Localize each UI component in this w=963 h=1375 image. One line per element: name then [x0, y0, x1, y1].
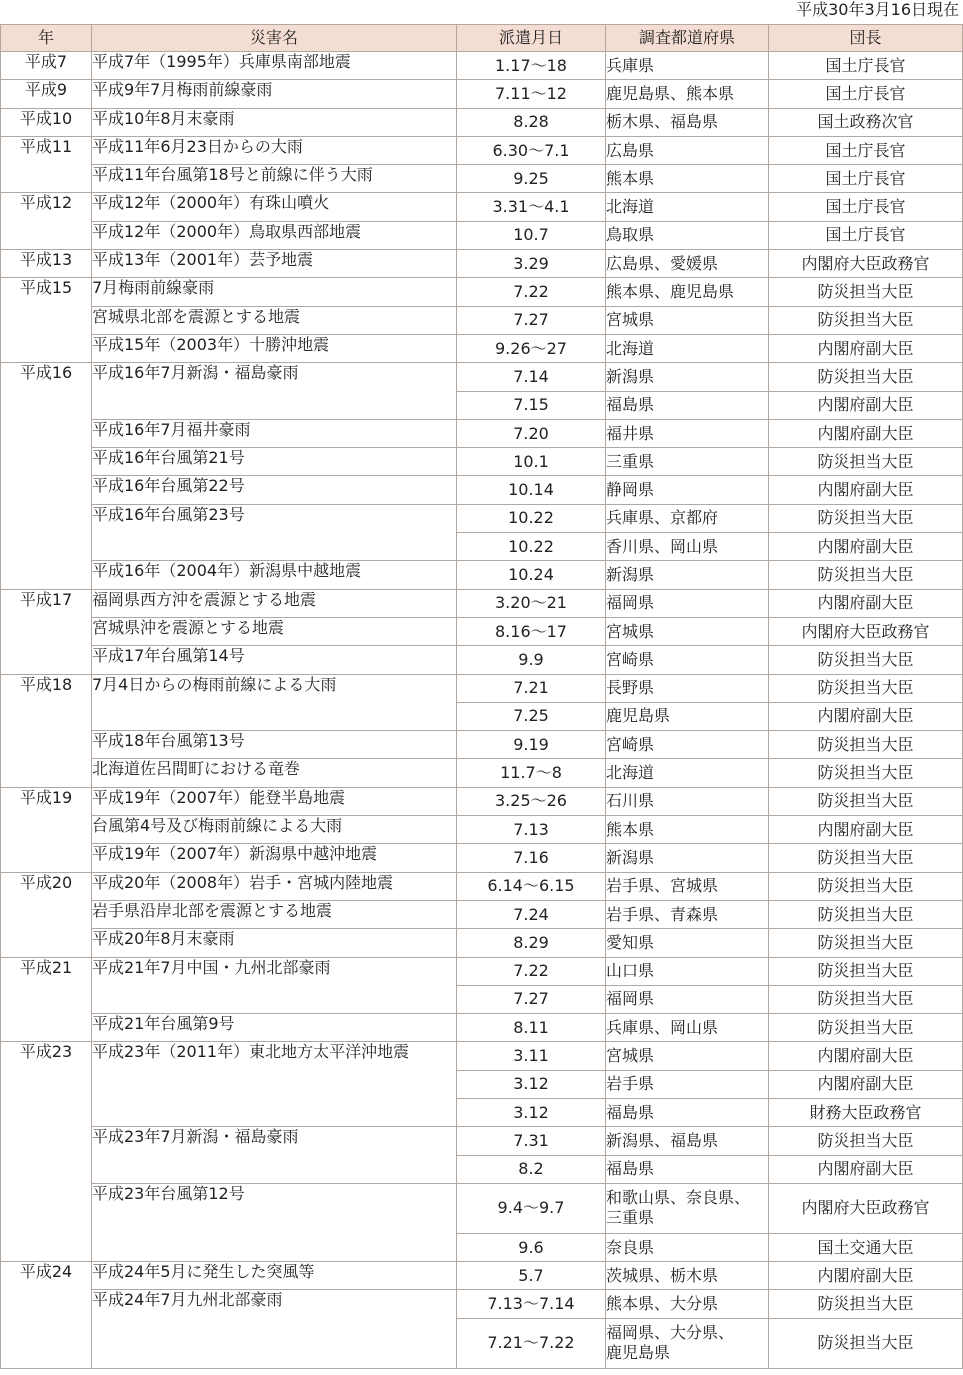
table-row [1, 504, 963, 532]
leader-cell: 内閣府副大臣 [769, 702, 963, 730]
dispatch-date-cell: 7.14 [457, 363, 606, 391]
as-of-date: 平成30年3月16日現在 [796, 0, 959, 19]
dispatch-date-cell: 7.20 [457, 419, 606, 447]
leader-cell: 防災担当大臣 [769, 504, 963, 532]
dispatch-date-cell: 3.25～26 [457, 787, 606, 815]
dispatch-date-cell: 8.29 [457, 929, 606, 957]
leader-cell: 内閣府副大臣 [769, 1042, 963, 1070]
table-row [1, 674, 963, 702]
leader-cell: 防災担当大臣 [769, 872, 963, 900]
leader-cell: 国土庁長官 [769, 221, 963, 249]
disaster-name-cell: 平成7年（1995年）兵庫県南部地震 [92, 52, 457, 80]
disaster-name-cell: 平成21年7月中国・九州北部豪雨 [92, 957, 457, 1014]
disaster-name-cell: 平成9年7月梅雨前線豪雨 [92, 80, 457, 108]
year-cell: 平成13 [1, 250, 92, 278]
header-disaster-name: 災害名 [92, 25, 457, 52]
disaster-name-cell: 平成12年（2000年）有珠山噴火 [92, 193, 457, 221]
disaster-name-cell: 平成24年7月九州北部豪雨 [92, 1290, 457, 1368]
dispatch-date-cell: 7.13 [457, 816, 606, 844]
disaster-name-cell: 平成19年（2007年）能登半島地震 [92, 787, 457, 815]
dispatch-date-cell: 9.9 [457, 646, 606, 674]
leader-cell: 内閣府副大臣 [769, 589, 963, 617]
dispatch-date-cell: 8.28 [457, 108, 606, 136]
prefecture-cell: 兵庫県、京都府 [606, 504, 769, 532]
prefecture-cell: 奈良県 [606, 1233, 769, 1261]
disaster-name-cell: 平成15年（2003年）十勝沖地震 [92, 334, 457, 362]
dispatch-date-cell: 9.19 [457, 731, 606, 759]
table-row [1, 844, 963, 872]
year-cell: 平成20 [1, 872, 92, 957]
table-row [1, 165, 963, 193]
dispatch-date-cell: 7.31 [457, 1127, 606, 1155]
leader-cell: 内閣府副大臣 [769, 334, 963, 362]
leader-cell: 防災担当大臣 [769, 674, 963, 702]
year-cell: 平成21 [1, 957, 92, 1042]
leader-cell: 内閣府副大臣 [769, 476, 963, 504]
dispatch-date-cell: 10.22 [457, 533, 606, 561]
dispatch-date-cell: 7.15 [457, 391, 606, 419]
prefecture-cell: 宮城県 [606, 1042, 769, 1070]
leader-cell: 国土政務次官 [769, 108, 963, 136]
prefecture-cell: 兵庫県 [606, 52, 769, 80]
leader-cell: 防災担当大臣 [769, 731, 963, 759]
table-row [1, 419, 963, 447]
table-row [1, 1183, 963, 1233]
dispatch-date-cell: 9.25 [457, 165, 606, 193]
year-cell: 平成16 [1, 363, 92, 589]
prefecture-cell: 熊本県、大分県 [606, 1290, 769, 1318]
leader-cell: 防災担当大臣 [769, 448, 963, 476]
dispatch-date-cell: 7.13～7.14 [457, 1290, 606, 1318]
leader-cell: 国土庁長官 [769, 136, 963, 164]
disaster-name-cell: 7月梅雨前線豪雨 [92, 278, 457, 306]
dispatch-date-cell: 6.14～6.15 [457, 872, 606, 900]
leader-cell: 財務大臣政務官 [769, 1098, 963, 1126]
table-row [1, 476, 963, 504]
dispatch-date-cell: 7.21 [457, 674, 606, 702]
table-row [1, 1127, 963, 1155]
prefecture-cell: 新潟県、福島県 [606, 1127, 769, 1155]
disaster-name-cell: 平成23年台風第12号 [92, 1183, 457, 1261]
dispatch-table [0, 24, 963, 1369]
disaster-name-cell: 台風第4号及び梅雨前線による大雨 [92, 816, 457, 844]
prefecture-cell: 栃木県、福島県 [606, 108, 769, 136]
dispatch-date-cell: 8.16～17 [457, 617, 606, 645]
disaster-name-cell: 平成11年台風第18号と前線に伴う大雨 [92, 165, 457, 193]
leader-cell: 国土庁長官 [769, 193, 963, 221]
table-row [1, 929, 963, 957]
dispatch-date-cell: 7.24 [457, 900, 606, 928]
leader-cell: 内閣府大臣政務官 [769, 1183, 963, 1233]
leader-cell: 防災担当大臣 [769, 1290, 963, 1318]
prefecture-cell: 岩手県、宮城県 [606, 872, 769, 900]
dispatch-date-cell: 8.2 [457, 1155, 606, 1183]
disaster-name-cell: 岩手県沿岸北部を震源とする地震 [92, 900, 457, 928]
table-row [1, 334, 963, 362]
dispatch-date-cell: 6.30～7.1 [457, 136, 606, 164]
dispatch-date-cell: 7.22 [457, 278, 606, 306]
disaster-name-cell: 平成21年台風第9号 [92, 1014, 457, 1042]
prefecture-cell: 宮城県 [606, 617, 769, 645]
table-row [1, 80, 963, 108]
leader-cell: 国土庁長官 [769, 165, 963, 193]
prefecture-cell: 福井県 [606, 419, 769, 447]
disaster-name-cell: 福岡県西方沖を震源とする地震 [92, 589, 457, 617]
dispatch-date-cell: 7.11～12 [457, 80, 606, 108]
leader-cell: 防災担当大臣 [769, 278, 963, 306]
leader-cell: 内閣府副大臣 [769, 1070, 963, 1098]
year-cell: 平成24 [1, 1262, 92, 1369]
prefecture-cell: 広島県、愛媛県 [606, 250, 769, 278]
prefecture-cell: 宮城県 [606, 306, 769, 334]
leader-cell: 防災担当大臣 [769, 363, 963, 391]
disaster-name-cell: 平成17年台風第14号 [92, 646, 457, 674]
dispatch-date-cell: 7.16 [457, 844, 606, 872]
dispatch-date-cell: 10.7 [457, 221, 606, 249]
leader-cell: 国土庁長官 [769, 80, 963, 108]
dispatch-date-cell: 3.12 [457, 1098, 606, 1126]
prefecture-cell: 熊本県 [606, 165, 769, 193]
dispatch-date-cell: 7.22 [457, 957, 606, 985]
leader-cell: 内閣府副大臣 [769, 816, 963, 844]
prefecture-cell: 新潟県 [606, 561, 769, 589]
disaster-table-body [1, 52, 963, 1369]
dispatch-date-cell: 7.27 [457, 306, 606, 334]
disaster-name-cell: 平成16年台風第21号 [92, 448, 457, 476]
prefecture-cell: 広島県 [606, 136, 769, 164]
disaster-name-cell: 平成13年（2001年）芸予地震 [92, 250, 457, 278]
leader-cell: 防災担当大臣 [769, 306, 963, 334]
table-row [1, 617, 963, 645]
leader-cell: 内閣府大臣政務官 [769, 250, 963, 278]
table-header [1, 25, 963, 52]
prefecture-cell: 新潟県 [606, 363, 769, 391]
prefecture-cell: 鹿児島県 [606, 702, 769, 730]
prefecture-cell: 福岡県 [606, 985, 769, 1013]
table-row [1, 589, 963, 617]
disaster-name-cell: 宮城県北部を震源とする地震 [92, 306, 457, 334]
disaster-name-cell: 平成23年7月新潟・福島豪雨 [92, 1127, 457, 1184]
leader-cell: 内閣府副大臣 [769, 1262, 963, 1290]
prefecture-cell: 福岡県 [606, 589, 769, 617]
leader-cell: 防災担当大臣 [769, 1014, 963, 1042]
table-row [1, 957, 963, 985]
prefecture-cell: 茨城県、栃木県 [606, 1262, 769, 1290]
leader-cell: 内閣府副大臣 [769, 533, 963, 561]
leader-cell: 防災担当大臣 [769, 646, 963, 674]
prefecture-cell: 和歌山県、奈良県、 三重県 [606, 1183, 769, 1233]
dispatch-date-cell: 3.12 [457, 1070, 606, 1098]
prefecture-cell: 北海道 [606, 193, 769, 221]
leader-cell: 防災担当大臣 [769, 900, 963, 928]
dispatch-date-cell: 5.7 [457, 1262, 606, 1290]
header-prefectures: 調査都道府県 [606, 25, 769, 52]
dispatch-date-cell: 7.27 [457, 985, 606, 1013]
dispatch-date-cell: 10.22 [457, 504, 606, 532]
table-row [1, 278, 963, 306]
disaster-name-cell: 平成16年台風第23号 [92, 504, 457, 561]
leader-cell: 防災担当大臣 [769, 561, 963, 589]
header-leader: 団長 [769, 25, 963, 52]
year-cell: 平成11 [1, 136, 92, 193]
table-row [1, 448, 963, 476]
table-row [1, 731, 963, 759]
prefecture-cell: 福島県 [606, 1155, 769, 1183]
table-row [1, 1262, 963, 1290]
table-row [1, 1042, 963, 1070]
dispatch-date-cell: 3.31～4.1 [457, 193, 606, 221]
disaster-name-cell: 平成12年（2000年）鳥取県西部地震 [92, 221, 457, 249]
disaster-name-cell: 平成24年5月に発生した突風等 [92, 1262, 457, 1290]
prefecture-cell: 石川県 [606, 787, 769, 815]
prefecture-cell: 福島県 [606, 391, 769, 419]
leader-cell: 内閣府副大臣 [769, 419, 963, 447]
header-row [1, 25, 963, 52]
leader-cell: 防災担当大臣 [769, 1318, 963, 1368]
table-row [1, 108, 963, 136]
table-row [1, 1014, 963, 1042]
year-cell: 平成15 [1, 278, 92, 363]
table-row [1, 900, 963, 928]
table-row [1, 306, 963, 334]
dispatch-date-cell: 3.11 [457, 1042, 606, 1070]
prefecture-cell: 北海道 [606, 759, 769, 787]
table-row [1, 52, 963, 80]
year-cell: 平成23 [1, 1042, 92, 1262]
dispatch-date-cell: 10.14 [457, 476, 606, 504]
prefecture-cell: 北海道 [606, 334, 769, 362]
dispatch-date-cell: 9.26～27 [457, 334, 606, 362]
prefecture-cell: 山口県 [606, 957, 769, 985]
prefecture-cell: 宮崎県 [606, 731, 769, 759]
disaster-name-cell: 平成18年台風第13号 [92, 731, 457, 759]
prefecture-cell: 三重県 [606, 448, 769, 476]
disaster-name-cell: 平成19年（2007年）新潟県中越沖地震 [92, 844, 457, 872]
year-cell: 平成17 [1, 589, 92, 674]
leader-cell: 防災担当大臣 [769, 929, 963, 957]
prefecture-cell: 新潟県 [606, 844, 769, 872]
prefecture-cell: 宮崎県 [606, 646, 769, 674]
prefecture-cell: 岩手県、青森県 [606, 900, 769, 928]
disaster-name-cell: 7月4日からの梅雨前線による大雨 [92, 674, 457, 731]
prefecture-cell: 静岡県 [606, 476, 769, 504]
prefecture-cell: 愛知県 [606, 929, 769, 957]
prefecture-cell: 岩手県 [606, 1070, 769, 1098]
table-row [1, 816, 963, 844]
leader-cell: 防災担当大臣 [769, 759, 963, 787]
table-row [1, 193, 963, 221]
prefecture-cell: 香川県、岡山県 [606, 533, 769, 561]
dispatch-date-cell: 7.25 [457, 702, 606, 730]
table-row [1, 363, 963, 391]
leader-cell: 内閣府副大臣 [769, 391, 963, 419]
leader-cell: 国土交通大臣 [769, 1233, 963, 1261]
leader-cell: 防災担当大臣 [769, 957, 963, 985]
prefecture-cell: 福岡県、大分県、 鹿児島県 [606, 1318, 769, 1368]
leader-cell: 防災担当大臣 [769, 985, 963, 1013]
leader-cell: 防災担当大臣 [769, 1127, 963, 1155]
prefecture-cell: 長野県 [606, 674, 769, 702]
year-cell: 平成9 [1, 80, 92, 108]
disaster-name-cell: 平成16年7月新潟・福島豪雨 [92, 363, 457, 420]
table-row [1, 759, 963, 787]
dispatch-date-cell: 9.4～9.7 [457, 1183, 606, 1233]
dispatch-date-cell: 10.24 [457, 561, 606, 589]
disaster-name-cell: 北海道佐呂間町における竜巻 [92, 759, 457, 787]
disaster-name-cell: 平成16年（2004年）新潟県中越地震 [92, 561, 457, 589]
leader-cell: 内閣府副大臣 [769, 1155, 963, 1183]
table-row [1, 136, 963, 164]
disaster-name-cell: 平成16年台風第22号 [92, 476, 457, 504]
prefecture-cell: 兵庫県、岡山県 [606, 1014, 769, 1042]
dispatch-date-cell: 3.29 [457, 250, 606, 278]
disaster-name-cell: 平成16年7月福井豪雨 [92, 419, 457, 447]
disaster-name-cell: 宮城県沖を震源とする地震 [92, 617, 457, 645]
year-cell: 平成7 [1, 52, 92, 80]
dispatch-date-cell: 1.17～18 [457, 52, 606, 80]
year-cell: 平成12 [1, 193, 92, 250]
prefecture-cell: 熊本県、鹿児島県 [606, 278, 769, 306]
dispatch-date-cell: 11.7～8 [457, 759, 606, 787]
disaster-name-cell: 平成10年8月末豪雨 [92, 108, 457, 136]
table-row [1, 561, 963, 589]
dispatch-date-cell: 8.11 [457, 1014, 606, 1042]
year-cell: 平成18 [1, 674, 92, 787]
prefecture-cell: 鹿児島県、熊本県 [606, 80, 769, 108]
table-row [1, 221, 963, 249]
table-row [1, 646, 963, 674]
header-year: 年 [1, 25, 92, 52]
dispatch-date-cell: 9.6 [457, 1233, 606, 1261]
year-cell: 平成19 [1, 787, 92, 872]
dispatch-date-cell: 3.20～21 [457, 589, 606, 617]
prefecture-cell: 鳥取県 [606, 221, 769, 249]
table-row [1, 787, 963, 815]
dispatch-date-cell: 7.21～7.22 [457, 1318, 606, 1368]
table-row [1, 250, 963, 278]
disaster-name-cell: 平成23年（2011年）東北地方太平洋沖地震 [92, 1042, 457, 1127]
leader-cell: 国土庁長官 [769, 52, 963, 80]
dispatch-date-cell: 10.1 [457, 448, 606, 476]
leader-cell: 防災担当大臣 [769, 787, 963, 815]
disaster-name-cell: 平成11年6月23日からの大雨 [92, 136, 457, 164]
leader-cell: 内閣府大臣政務官 [769, 617, 963, 645]
disaster-name-cell: 平成20年（2008年）岩手・宮城内陸地震 [92, 872, 457, 900]
prefecture-cell: 福島県 [606, 1098, 769, 1126]
table-row [1, 1290, 963, 1318]
year-cell: 平成10 [1, 108, 92, 136]
table-row [1, 872, 963, 900]
disaster-name-cell: 平成20年8月末豪雨 [92, 929, 457, 957]
leader-cell: 防災担当大臣 [769, 844, 963, 872]
header-dispatch-date: 派遣月日 [457, 25, 606, 52]
prefecture-cell: 熊本県 [606, 816, 769, 844]
